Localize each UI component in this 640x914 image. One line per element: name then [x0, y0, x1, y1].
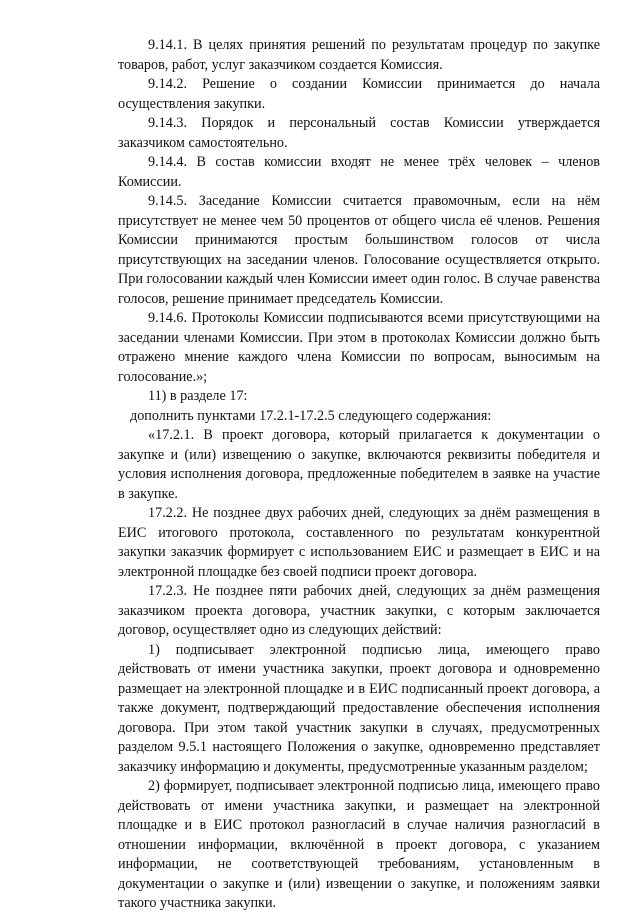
paragraph-item-11: 11) в разделе 17:: [148, 388, 248, 404]
paragraph-17-2-1: «17.2.1. В проект договора, который прилагается к документации о закупке и (или) извещению о закупке, включаются реквизиты победителя и условия исполнения договора, предложенные победителем в заявке на участие в закупке.: [118, 427, 600, 502]
paragraph-amendment-intro: дополнить пунктами 17.2.1-17.2.5 следующего содержания:: [130, 407, 492, 424]
paragraph-17-2-3: 17.2.3. Не позднее пяти рабочих дней, следующих за днём размещения заказчиком проекта договора, участник закупки, с которым заключается договор, осуществляет одно из следующих действий:: [118, 583, 600, 638]
paragraph-9-14-3: 9.14.3. Порядок и персональный состав Комиссии утверждается заказчиком самостоятельно.: [118, 115, 600, 151]
paragraph-17-2-2: 17.2.2. Не позднее двух рабочих дней, следующих за днём размещения в ЕИС итогового протокола, составленного по результатам конкурентной закупки заказчик формирует с использованием ЕИС и размещает в ЕИС и на электронной площадке без своей подписи проект договора.: [118, 505, 600, 580]
paragraph-17-2-3-option-1: 1) подписывает электронной подписью лица, имеющего право действовать от имени участника закупки, проект договора и одновременно размещает на электронной площадке и в ЕИС подписанный проект договора, а также документ, подтверждающий предоставление обеспечения исполнения договора. При этом такой участник закупки в случаях, предусмотренных разделом 9.5.1 настоящего Положения о закупке, одновременно представляет заказчику информацию и документы, предусмотренные указанным разделом;: [118, 641, 600, 775]
paragraph-9-14-4: 9.14.4. В состав комиссии входят не менее трёх человек – членов Комиссии.: [118, 154, 600, 190]
paragraph-9-14-6: 9.14.6. Протоколы Комиссии подписываются всеми присутствующими на заседании членами Комиссии. При этом в протоколах Комиссии должно быть отражено мнение каждого члена Комиссии по вопросам, выносимым на голосование.»;: [118, 310, 600, 385]
paragraph-9-14-5: 9.14.5. Заседание Комиссии считается правомочным, если на нём присутствует не менее чем 50 процентов от общего числа её членов. Решения Комиссии принимаются простым большинством голосов от числа присутствующих на заседании членов. Голосование осуществляется открыто. При голосовании каждый член Комиссии имеет один голос. В случае равенства голосов, решение принимает председатель Комиссии.: [118, 193, 600, 307]
paragraph-9-14-2: 9.14.2. Решение о создании Комиссии принимается до начала осуществления закупки.: [118, 76, 600, 112]
paragraph-9-14-1: 9.14.1. В целях принятия решений по результатам процедур по закупке товаров, работ, услуг заказчиком создается Комиссия.: [118, 37, 600, 73]
paragraph-17-2-3-option-2: 2) формирует, подписывает электронной подписью лица, имеющего право действовать от имени участника закупки, и размещает на электронной площадке и в ЕИС протокол разногласий в случае наличия разногласий в отношении информации, включённой в проект договора, с указанием информации, не соответствующей требованиям, установленным в документации о закупке и (или) извещении о закупке, и положениям заявки такого участника закупки.: [118, 778, 600, 911]
